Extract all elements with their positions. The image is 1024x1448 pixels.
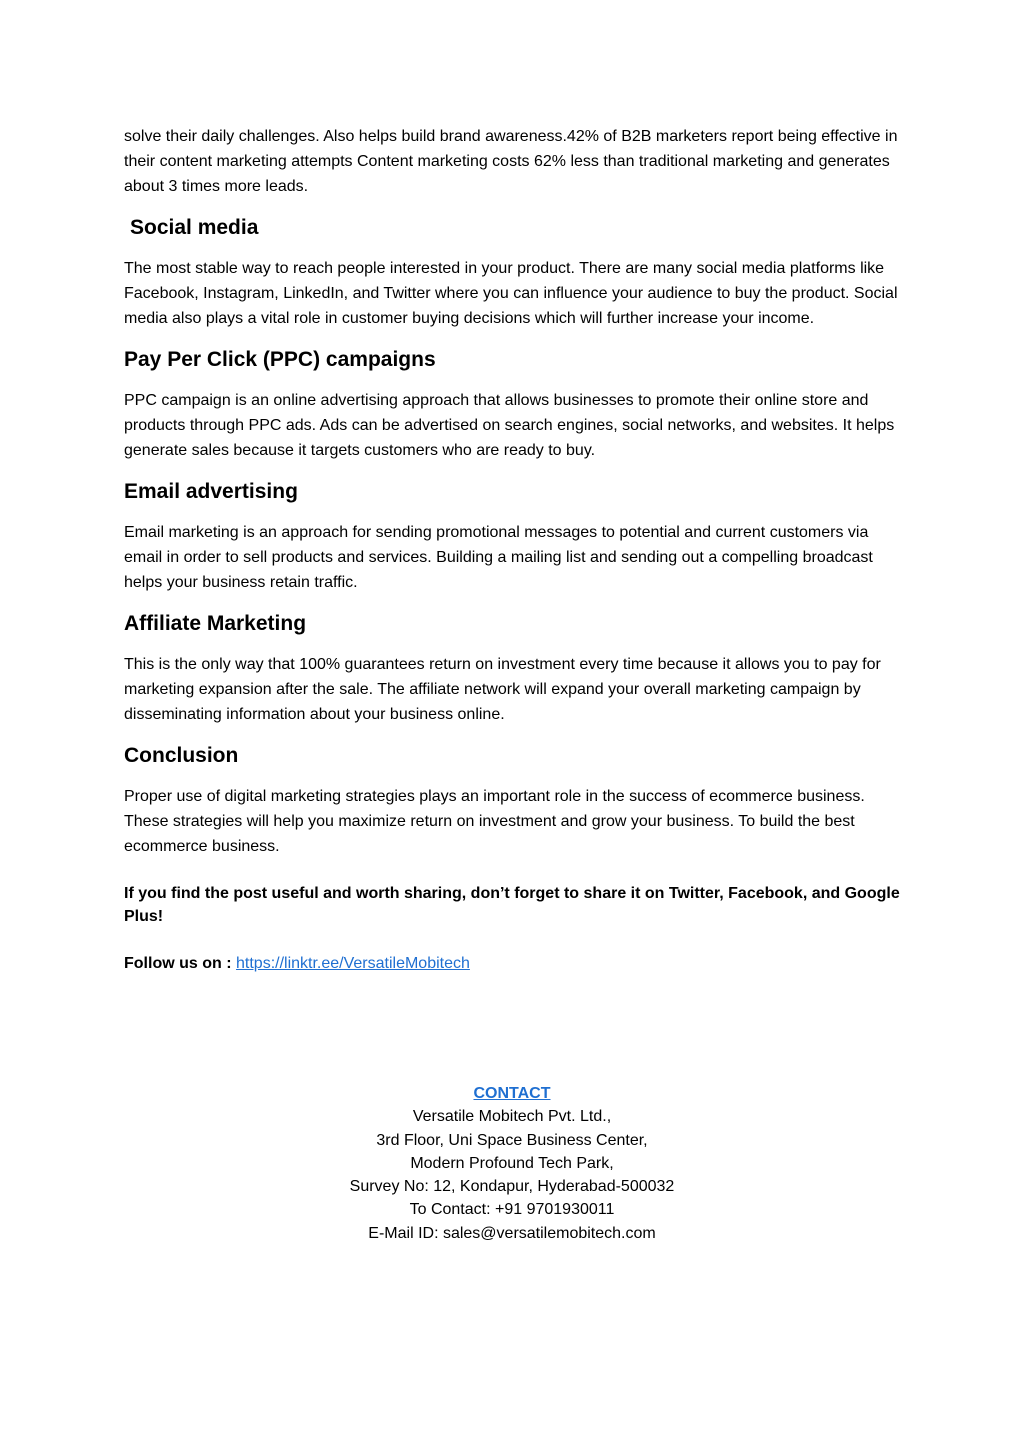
intro-paragraph: solve their daily challenges. Also helps build brand awareness.42% of B2B marketers report being effective in their content marketing attempts Content marketing costs 62% less than traditional marketing and generates about 3 times more leads. [124,128,898,195]
document-body [124,124,904,975]
heading-conclusion: Conclusion [124,744,239,767]
contact-address-floor: 3rd Floor, Uni Space Business Center, [376,1131,648,1149]
contact-address-park: Modern Profound Tech Park, [410,1154,614,1172]
paragraph-conclusion: Proper use of digital marketing strategies plays an important role in the success of ecommerce business. These strategies will help you maximize return on investment and grow your business. To build the best ecommerce business. [124,788,865,855]
share-note: If you find the post useful and worth sharing, don’t forget to share it on Twitter, Facebook, and Google Plus! [124,885,900,925]
contact-phone: To Contact: +91 9701930011 [409,1201,615,1219]
heading-email-advertising: Email advertising [124,480,298,503]
paragraph-social-media: The most stable way to reach people interested in your product. There are many social media platforms like Facebook, Instagram, LinkedIn, and Twitter where you can influence your audience to buy the product. Social media also plays a vital role in customer buying decisions which will further increase your income. [124,260,898,327]
heading-ppc-campaigns: Pay Per Click (PPC) campaigns [124,348,436,371]
contact-company: Versatile Mobitech Pvt. Ltd., [412,1108,612,1126]
contact-email: E-Mail ID: sales@versatilemobitech.com [368,1224,656,1242]
paragraph-affiliate-marketing: This is the only way that 100% guarantees return on investment every time because it allows you to pay for marketing expansion after the sale. The affiliate network will expand your overall marketing campaign by disseminating information about your business online. [124,656,881,723]
paragraph-email-advertising: Email marketing is an approach for sending promotional messages to potential and current customers via email in order to sell products and services. Building a mailing list and sending out a compelling broadcast helps your business retain traffic. [124,524,873,591]
follow-label: Follow us on : [124,955,232,972]
contact-link[interactable]: CONTACT [473,1085,551,1102]
follow-line [124,952,904,975]
contact-block [0,1082,1024,1245]
heading-social-media: Social media [130,216,259,239]
linktree-link[interactable]: https://linktr.ee/VersatileMobitech [236,955,470,972]
paragraph-ppc-campaigns: PPC campaign is an online advertising approach that allows businesses to promote their online store and products through PPC ads. Ads can be advertised on search engines, social networks, and websites. It helps generate sales because it targets customers who are ready to buy. [124,392,895,459]
heading-affiliate-marketing: Affiliate Marketing [124,612,307,635]
contact-address-survey: Survey No: 12, Kondapur, Hyderabad-500032 [349,1178,675,1196]
